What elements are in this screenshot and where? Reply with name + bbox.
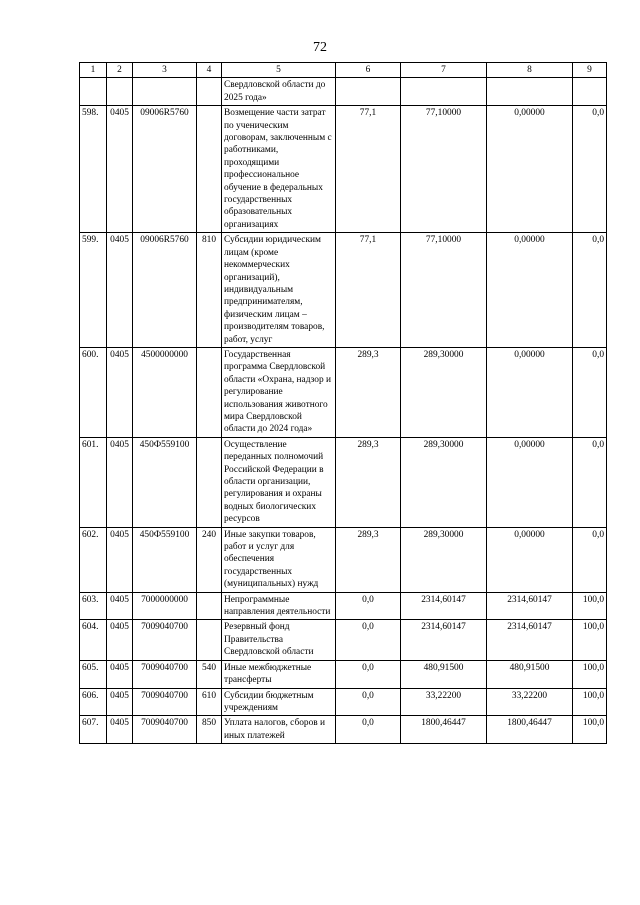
table-row — [80, 527, 607, 592]
header-cell: 7 — [401, 63, 487, 78]
header-cell: 3 — [133, 63, 197, 78]
target-article-cell: 09006R5760 — [133, 106, 197, 233]
percent-cell: 0,0 — [573, 106, 607, 233]
section-code-cell: 0405 — [107, 592, 133, 620]
description-cell: Уплата налогов, сборов и иных платежей — [222, 716, 336, 744]
expense-type-cell: 850 — [197, 716, 222, 744]
target-article-cell: 7009040700 — [133, 660, 197, 688]
table-row — [80, 437, 607, 527]
table-row — [80, 78, 607, 106]
description-cell: Иные межбюджетные трансферты — [222, 660, 336, 688]
percent-cell: 0,0 — [573, 233, 607, 348]
approved-amount-cell: 2314,60147 — [401, 620, 487, 660]
header-cell: 8 — [487, 63, 573, 78]
budget-table — [79, 62, 607, 744]
header-cell: 5 — [222, 63, 336, 78]
expense-type-cell: 240 — [197, 527, 222, 592]
percent-cell: 100,0 — [573, 716, 607, 744]
description-cell: Субсидии юридическим лицам (кроме некоммерческих организаций), индивидуальным предпринимателям, физическим лицам – производителям товаров, работ, услуг — [222, 233, 336, 348]
table-row — [80, 716, 607, 744]
row-number-cell: 602. — [80, 527, 107, 592]
description-cell: Иные закупки товаров, работ и услуг для обеспечения государственных (муниципальных) нужд — [222, 527, 336, 592]
executed-amount-cell: 2314,60147 — [487, 592, 573, 620]
executed-amount-cell: 0,00000 — [487, 106, 573, 233]
percent-cell — [573, 78, 607, 106]
header-cell: 9 — [573, 63, 607, 78]
executed-amount-cell: 0,00000 — [487, 233, 573, 348]
executed-amount-cell: 0,00000 — [487, 437, 573, 527]
executed-amount-cell: 0,00000 — [487, 527, 573, 592]
target-article-cell: 7009040700 — [133, 688, 197, 716]
approved-amount-cell: 480,91500 — [401, 660, 487, 688]
table-row — [80, 688, 607, 716]
percent-cell: 0,0 — [573, 437, 607, 527]
planned-amount-cell: 77,1 — [336, 106, 401, 233]
percent-cell: 100,0 — [573, 592, 607, 620]
row-number-cell — [80, 78, 107, 106]
page-number: 72 — [313, 40, 327, 55]
planned-amount-cell: 0,0 — [336, 716, 401, 744]
target-article-cell: 450Ф559100 — [133, 527, 197, 592]
expense-type-cell — [197, 592, 222, 620]
expense-type-cell: 540 — [197, 660, 222, 688]
row-number-cell: 599. — [80, 233, 107, 348]
expense-type-cell — [197, 347, 222, 437]
expense-type-cell: 810 — [197, 233, 222, 348]
target-article-cell: 4500000000 — [133, 347, 197, 437]
table-row — [80, 620, 607, 660]
target-article-cell: 09006R5760 — [133, 233, 197, 348]
planned-amount-cell: 0,0 — [336, 660, 401, 688]
section-code-cell: 0405 — [107, 688, 133, 716]
approved-amount-cell: 33,22200 — [401, 688, 487, 716]
table-row — [80, 106, 607, 233]
approved-amount-cell: 289,30000 — [401, 437, 487, 527]
planned-amount-cell: 77,1 — [336, 233, 401, 348]
description-cell: Свердловской области до 2025 года» — [222, 78, 336, 106]
target-article-cell: 7000000000 — [133, 592, 197, 620]
section-code-cell: 0405 — [107, 620, 133, 660]
expense-type-cell: 610 — [197, 688, 222, 716]
section-code-cell: 0405 — [107, 527, 133, 592]
executed-amount-cell — [487, 78, 573, 106]
section-code-cell: 0405 — [107, 437, 133, 527]
row-number-cell: 605. — [80, 660, 107, 688]
expense-type-cell — [197, 620, 222, 660]
description-cell: Возмещение части затрат по ученическим договорам, заключенным с работниками, проходящими профессиональное обучение в федеральных государственных образовательных организациях — [222, 106, 336, 233]
section-code-cell: 0405 — [107, 347, 133, 437]
target-article-cell — [133, 78, 197, 106]
percent-cell: 100,0 — [573, 620, 607, 660]
planned-amount-cell: 0,0 — [336, 688, 401, 716]
approved-amount-cell: 289,30000 — [401, 527, 487, 592]
row-number-cell: 604. — [80, 620, 107, 660]
description-cell: Непрограммные направления деятельности — [222, 592, 336, 620]
planned-amount-cell: 0,0 — [336, 620, 401, 660]
section-code-cell: 0405 — [107, 660, 133, 688]
header-row — [80, 63, 607, 78]
section-code-cell: 0405 — [107, 106, 133, 233]
header-cell: 4 — [197, 63, 222, 78]
description-cell: Субсидии бюджетным учреждениям — [222, 688, 336, 716]
approved-amount-cell: 77,10000 — [401, 233, 487, 348]
header-cell: 1 — [80, 63, 107, 78]
executed-amount-cell: 1800,46447 — [487, 716, 573, 744]
expense-type-cell — [197, 437, 222, 527]
table-row — [80, 347, 607, 437]
row-number-cell: 606. — [80, 688, 107, 716]
approved-amount-cell: 1800,46447 — [401, 716, 487, 744]
planned-amount-cell: 289,3 — [336, 347, 401, 437]
expense-type-cell — [197, 78, 222, 106]
row-number-cell: 607. — [80, 716, 107, 744]
planned-amount-cell: 289,3 — [336, 437, 401, 527]
percent-cell: 0,0 — [573, 347, 607, 437]
approved-amount-cell: 2314,60147 — [401, 592, 487, 620]
header-cell: 2 — [107, 63, 133, 78]
section-code-cell: 0405 — [107, 716, 133, 744]
table-row — [80, 233, 607, 348]
target-article-cell: 7009040700 — [133, 716, 197, 744]
percent-cell: 100,0 — [573, 660, 607, 688]
section-code-cell — [107, 78, 133, 106]
section-code-cell: 0405 — [107, 233, 133, 348]
percent-cell: 0,0 — [573, 527, 607, 592]
expense-type-cell — [197, 106, 222, 233]
header-cell: 6 — [336, 63, 401, 78]
planned-amount-cell: 0,0 — [336, 592, 401, 620]
target-article-cell: 450Ф559100 — [133, 437, 197, 527]
table-row — [80, 660, 607, 688]
row-number-cell: 598. — [80, 106, 107, 233]
percent-cell: 100,0 — [573, 688, 607, 716]
executed-amount-cell: 2314,60147 — [487, 620, 573, 660]
row-number-cell: 600. — [80, 347, 107, 437]
row-number-cell: 601. — [80, 437, 107, 527]
target-article-cell: 7009040700 — [133, 620, 197, 660]
approved-amount-cell — [401, 78, 487, 106]
table-row — [80, 592, 607, 620]
approved-amount-cell: 77,10000 — [401, 106, 487, 233]
executed-amount-cell: 480,91500 — [487, 660, 573, 688]
planned-amount-cell — [336, 78, 401, 106]
description-cell: Резервный фонд Правительства Свердловской области — [222, 620, 336, 660]
row-number-cell: 603. — [80, 592, 107, 620]
executed-amount-cell: 0,00000 — [487, 347, 573, 437]
executed-amount-cell: 33,22200 — [487, 688, 573, 716]
description-cell: Осуществление переданных полномочий Российской Федерации в области организации, регулирования и охраны водных биологических ресурсов — [222, 437, 336, 527]
approved-amount-cell: 289,30000 — [401, 347, 487, 437]
planned-amount-cell: 289,3 — [336, 527, 401, 592]
description-cell: Государственная программа Свердловской области «Охрана, надзор и регулирование использования животного мира Свердловской области до 2024 года» — [222, 347, 336, 437]
